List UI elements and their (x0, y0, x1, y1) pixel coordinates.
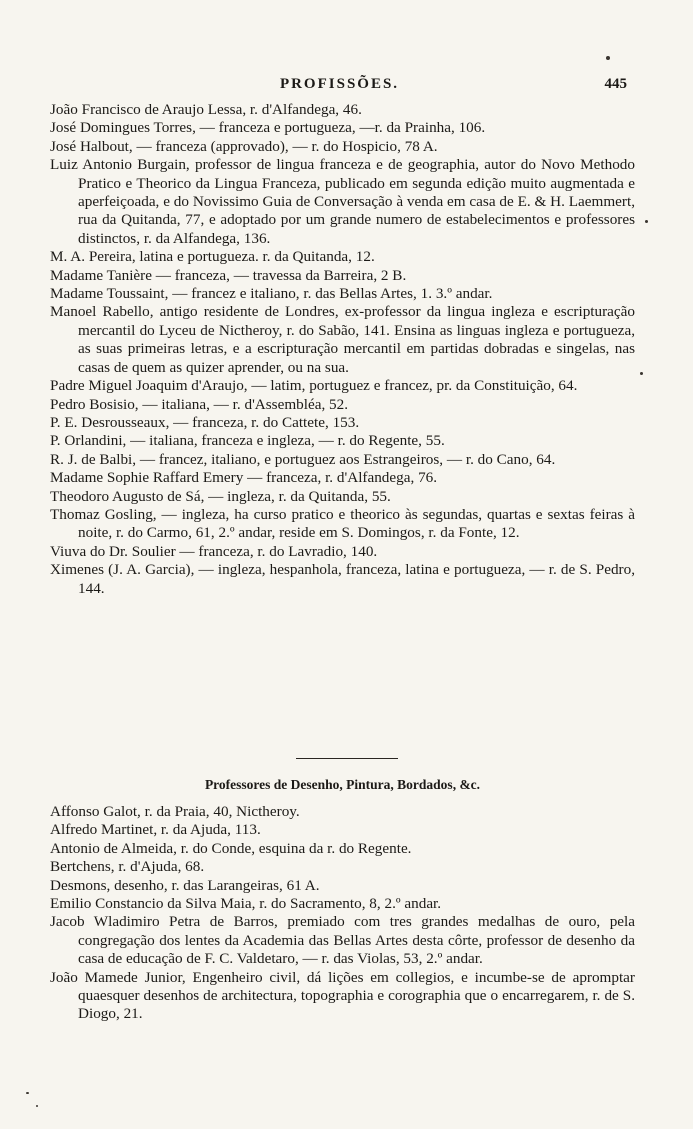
list-item: Antonio de Almeida, r. do Conde, esquina da r. do Regente. (50, 839, 412, 857)
list-item: Madame Sophie Raffard Emery — franceza, r. d'Alfandega, 76. (50, 469, 438, 487)
list-item: João Mamede Junior, Engenheiro civil, dá lições em collegios, e incumbe-se de apromptar quaesquer desenhos de architectura, topographia e corographia que o encarregarem, r. de S. Diogo, 21. (50, 968, 635, 1023)
list-item: Emilio Constancio da Silva Maia, r. do Sacramento, 8, 2.º andar. (50, 895, 442, 913)
list-item: Alfredo Martinet, r. da Ajuda, 113. (50, 821, 261, 839)
list-item: Ximenes (J. A. Garcia), — ingleza, hespanhola, franceza, latina e portugueza, — r. de S. Pedro, 144. (50, 561, 635, 597)
page-number: 445 (604, 76, 627, 92)
list-item: Desmons, desenho, r. das Larangeiras, 61 A. (50, 876, 320, 894)
language-teachers-list (50, 101, 635, 598)
list-item: Pedro Bosisio, — italiana, — r. d'Assembléa, 52. (50, 395, 349, 413)
list-item: Theodoro Augusto de Sá, — ingleza, r. da Quitanda, 55. (50, 487, 391, 505)
ink-speck (36, 1105, 38, 1107)
list-item: Affonso Galot, r. da Praia, 40, Nictheroy. (50, 803, 300, 820)
list-item: M. A. Pereira, latina e portugueza. r. da Quitanda, 12. (50, 248, 375, 266)
list-item: Madame Tanière — franceza, — travessa da Barreira, 2 B. (50, 266, 407, 284)
list-item: Luiz Antonio Burgain, professor de lingua franceza e de geographia, autor do Novo Methodo Pratico e Theorico da Lingua Franceza, publicado em segunda edição muito augmentada e aperfeiçoada, e do Novissimo Guia de Conversação à venda em casa de E. & H. Laemmert, rua da Quitanda, 77, e adoptado por um grande numero de estabelecimentos e professores distinctos, r. da Alfandega, 136. (50, 156, 635, 247)
ink-speck (606, 56, 610, 60)
list-item: R. J. de Balbi, — francez, italiano, e portuguez aos Estrangeiros, — r. do Cano, 64. (50, 450, 556, 468)
list-item: Thomaz Gosling, — ingleza, ha curso pratico e theorico às segundas, quartas e sextas feiras à noite, r. do Carmo, 61, 2.º andar, reside em S. Domingos, r. da Fonte, 12. (50, 505, 635, 542)
page-header (52, 76, 627, 100)
list-item: Padre Miguel Joaquim d'Araujo, — latim, portuguez e francez, pr. da Constituição, 64. (50, 377, 578, 395)
list-item: P. E. Desrousseaux, — franceza, r. do Cattete, 153. (50, 413, 360, 431)
list-item: José Halbout, — franceza (approvado), — r. do Hospicio, 78 A. (50, 137, 438, 155)
list-item: João Francisco de Araujo Lessa, r. d'Alfandega, 46. (50, 101, 362, 118)
list-item: Manoel Rabello, antigo residente de Londres, ex-professor da lingua ingleza e escripturação mercantil do Lyceu de Nictheroy, r. do Sabão, 141. Ensina as linguas ingleza e portugueza, as suas primeiras letras, e a escripturação mercantil em partidas dobradas e singelas, nas casas de quem as quizer aprender, ou na sua. (50, 303, 635, 376)
list-item: Madame Toussaint, — francez e italiano, r. das Bellas Artes, 1. 3.º andar. (50, 285, 493, 303)
drawing-teachers-list (50, 803, 635, 1024)
ink-speck (640, 372, 643, 375)
list-item: José Domingues Torres, — franceza e portugueza, —r. da Prainha, 106. (50, 119, 486, 137)
list-item: Jacob Wladimiro Petra de Barros, premiado com tres grandes medalhas de ouro, pela congregação dos lentes da Academia das Bellas Artes desta côrte, professor de desenho da casa de educação de F. C. Valdetaro, — r. das Violas, 53, 2.º andar. (50, 913, 635, 968)
section-heading: Professores de Desenho, Pintura, Bordados, &c. (204, 777, 481, 792)
list-item: Viuva do Dr. Soulier — franceza, r. do Lavradio, 140. (50, 542, 378, 560)
list-item: P. Orlandini, — italiana, franceza e ingleza, — r. do Regente, 55. (50, 432, 445, 450)
ink-speck (26, 1092, 29, 1094)
section-divider (296, 758, 398, 759)
page-title: PROFISSÕES. (279, 76, 400, 92)
ink-speck (645, 220, 648, 223)
list-item: Bertchens, r. d'Ajuda, 68. (50, 858, 205, 876)
